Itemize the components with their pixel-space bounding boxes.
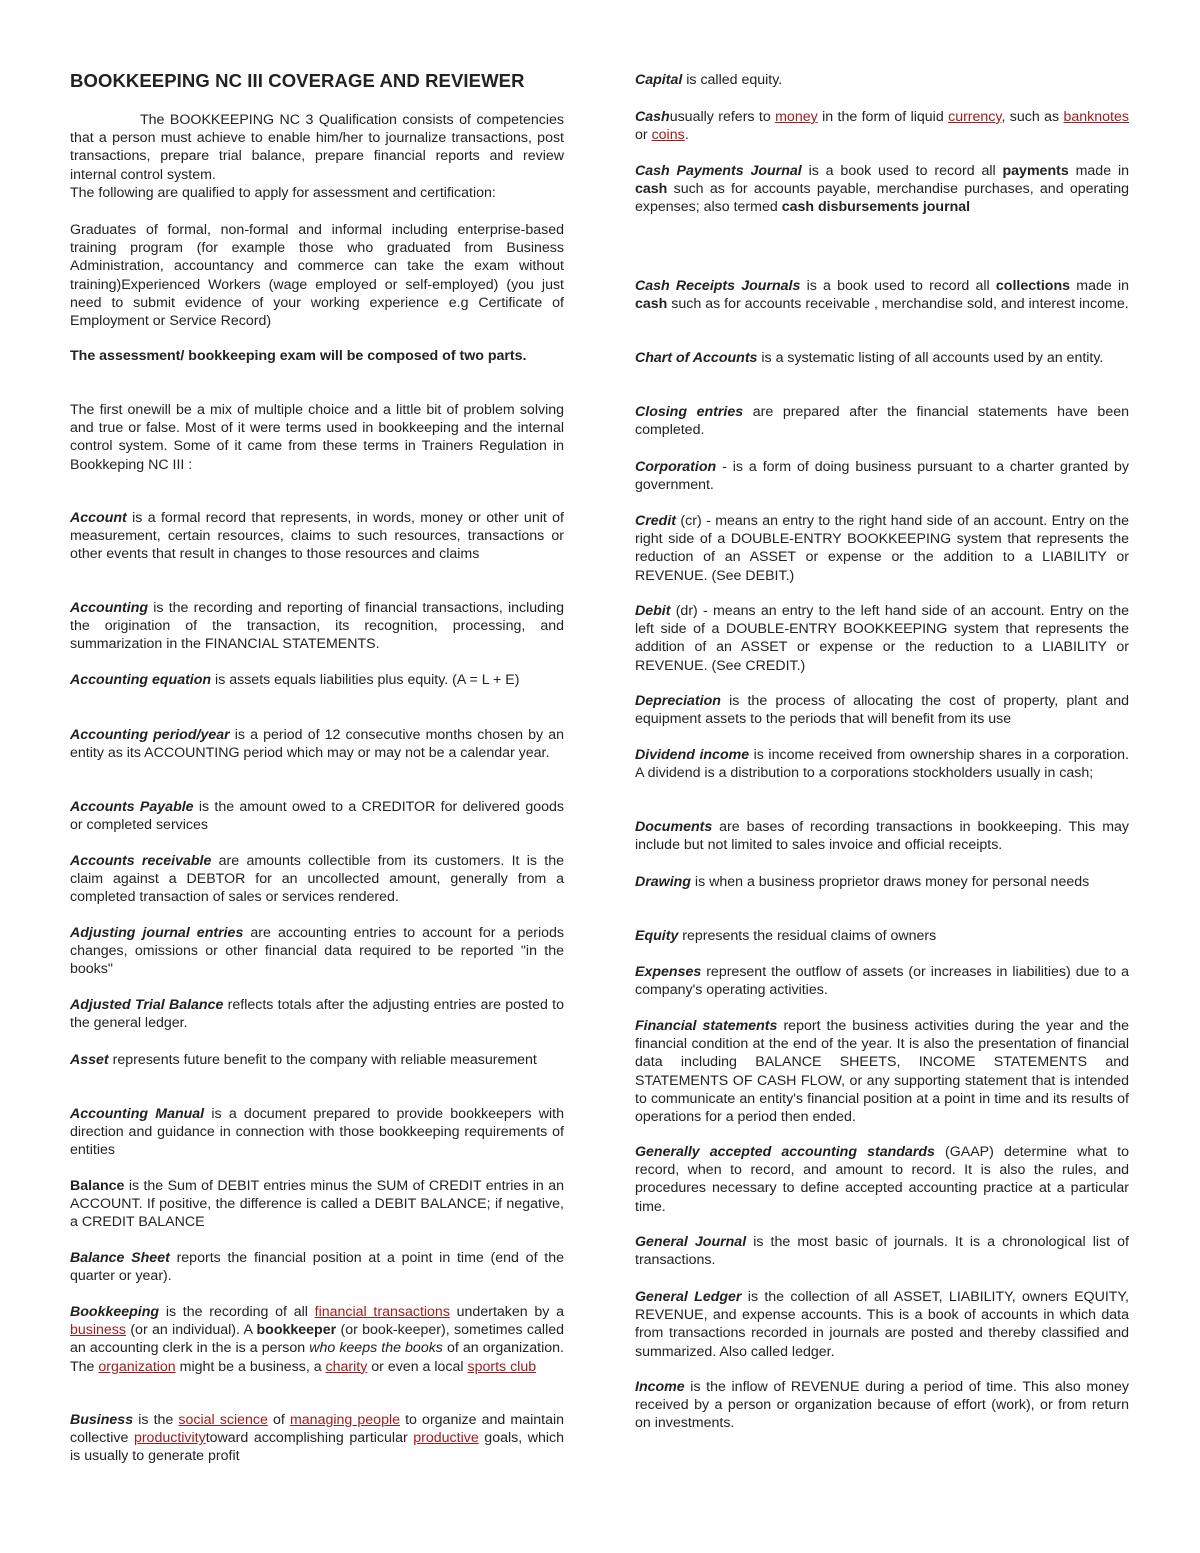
financial-transactions-link[interactable]: financial transactions	[314, 1304, 450, 1320]
term: General Journal	[635, 1234, 747, 1250]
definition-debit	[635, 602, 1129, 675]
definition-corporation	[635, 458, 1129, 494]
term: Equity	[635, 928, 679, 944]
organization-link[interactable]: organization	[98, 1358, 176, 1375]
first-one-paragraph: The first onewill be a mix of multiple choice and a little bit of problem solving and true or false. Most of it were terms used in bookkeeping and the internal control system. Some of it came from these terms in Trainers Regulation in Bookkeping NC III :	[70, 402, 564, 473]
definition-text: is the inflow of REVENUE during a period of time. This also money received by a person or organization because of effort (work), or from return on investments.	[635, 1379, 1129, 1432]
term: Chart of Accounts	[635, 350, 758, 366]
term: Debit	[635, 603, 671, 619]
term: Accounting equation	[70, 672, 212, 688]
definition-text: is a formal record that represents, in words, money or other unit of measurement, certain resources, claims to such resources, transactions or other events that result in changes to those resources and claims	[70, 510, 564, 563]
definition-business	[70, 1411, 564, 1466]
definition-adjusted-trial-balance	[70, 996, 564, 1032]
text: goals, which is usually to generate profit	[70, 1430, 565, 1465]
definition-text: are amounts collectible from its customers. It is the claim against a DEBTOR for an uncollected amount, generally from a completed transaction of sales or services rendered.	[70, 853, 564, 906]
term: Closing entries	[635, 404, 744, 420]
text: is the recording of all	[159, 1304, 315, 1320]
definition-documents	[635, 818, 1129, 854]
text: undertaken by a	[449, 1304, 564, 1320]
italic-text: who keeps the books	[309, 1340, 443, 1357]
text: is the	[133, 1412, 179, 1428]
definition-accounting-equation	[70, 671, 564, 689]
money-link[interactable]: money	[775, 109, 818, 125]
definition-text: report the business activities during the year and the financial condition at the end of the year. It is also the presentation of financial data including BALANCE SHEETS, INCOME STATEMENTS and STATEMENTS OF CASH FLOW, or any supporting statement that is intended to communicate an entity's financial position at a point in time and its results of operations for a period then ended.	[635, 1018, 1129, 1126]
text: is a book used to record all	[801, 163, 1003, 179]
definition-text: are accounting entries to account for a periods changes, omissions or other financial data required to be reported "in the books"	[70, 925, 564, 978]
definition-balance	[70, 1177, 564, 1232]
definition-text: is a period of 12 consecutive months chosen by an entity as its ACCOUNTING period which may or may not be a calendar year.	[70, 727, 564, 762]
coins-link[interactable]: coins	[651, 127, 685, 144]
term: Account	[70, 510, 127, 526]
text: (or an individual). A	[126, 1322, 257, 1339]
definition-text: - is a form of doing business pursuant to a charter granted by government.	[635, 459, 1129, 494]
bold-text: collections	[995, 278, 1071, 294]
definition-gaap	[635, 1143, 1129, 1216]
assessment-paragraph: The assessment/ bookkeeping exam will be composed of two parts.	[70, 348, 527, 364]
term: Accounting	[70, 600, 149, 616]
text: to organize and maintain collective	[70, 1412, 565, 1447]
term: Financial statements	[635, 1018, 778, 1034]
term: Cash Payments Journal	[635, 163, 802, 179]
definition-expenses	[635, 963, 1129, 999]
definition-text: represents the residual claims of owners	[678, 928, 937, 944]
text: made in	[1068, 163, 1129, 179]
term: Accounting Manual	[70, 1106, 205, 1122]
term: Generally accepted accounting standards	[635, 1144, 935, 1160]
text: of	[267, 1412, 290, 1428]
term: Dividend income	[635, 747, 750, 763]
bold-text: cash	[635, 296, 668, 313]
text: toward accomplishing particular	[205, 1430, 414, 1447]
text: or even a local	[367, 1358, 468, 1375]
definition-general-ledger	[635, 1288, 1129, 1361]
term: Cash	[635, 109, 670, 125]
text: (or book-keeper), sometimes called an accounting clerk in the is a person	[70, 1322, 564, 1357]
term: Income	[635, 1379, 685, 1395]
term: Balance Sheet	[70, 1250, 170, 1266]
definition-capital	[635, 71, 1129, 89]
definition-drawing	[635, 873, 1129, 891]
managing-people-link[interactable]: managing people	[289, 1412, 400, 1428]
definition-dividend-income	[635, 746, 1129, 782]
definition-text: (GAAP) determine what to record, when to record, and amount to record. It is also the rules, and procedures necessary to define accepted accounting practice at a particular time.	[635, 1144, 1129, 1215]
definition-text: is a document prepared to provide bookkeepers with direction and guidance in connection with those bookkeeping requirements of entities	[70, 1106, 564, 1159]
definition-accounts-receivable	[70, 852, 564, 907]
text: made in	[1070, 278, 1129, 294]
definition-text: is income received from ownership shares in a corporation. A dividend is a distribution to a corporations stockholders usually in cash;	[635, 747, 1130, 782]
definition-bookkeeping	[70, 1303, 564, 1376]
bold-text: cash disbursements journal	[781, 199, 971, 216]
term: Adjusted Trial Balance	[70, 997, 224, 1013]
definition-text: is the most basic of journals. It is a chronological list of transactions.	[635, 1234, 1129, 1269]
definition-accounts-payable	[70, 798, 564, 834]
business-link[interactable]: business	[70, 1322, 126, 1339]
definition-text: (dr) - means an entry to the left hand side of an account. Entry on the left side of a DOUBLE-ENTRY BOOKKEEPING system that represents the addition of an ASSET or expense or the reduction to a LIABILITY or REVENUE. (See CREDIT.)	[635, 603, 1129, 674]
text: such as for accounts receivable , merchandise sold, and interest income.	[667, 296, 1129, 313]
graduates-paragraph: Graduates of formal, non-formal and informal including enterprise-based training program (for example those who graduated from Business Administration, accountancy and commerce can take the exam without training)Experienced Workers (wage employed or self-employed) (you just need to submit evidence of your working experience e.g Certificate of Employment or Service Record)	[70, 222, 564, 330]
definition-text: reports the financial position at a point in time (end of the quarter or year).	[70, 1250, 564, 1285]
definition-cash-payments-journal	[635, 162, 1129, 217]
definition-text: is the recording and reporting of financial transactions, including the origination of the transaction, its recognition, processing, and summarization in the FINANCIAL STATEMENTS.	[70, 600, 564, 653]
document-title: BOOKKEEPING NC III COVERAGE AND REVIEWER	[70, 70, 525, 91]
sports-club-link[interactable]: sports club	[467, 1358, 537, 1375]
definition-cash-receipts-journals	[635, 277, 1129, 313]
definition-general-journal	[635, 1233, 1129, 1269]
term: Capital	[635, 72, 683, 88]
definition-asset	[70, 1051, 564, 1069]
term: Accounts Payable	[70, 799, 194, 815]
definition-chart-of-accounts	[635, 349, 1129, 367]
term: Expenses	[635, 964, 702, 980]
banknotes-link[interactable]: banknotes	[1063, 109, 1129, 125]
term: Asset	[70, 1052, 109, 1068]
productive-link[interactable]: productive	[413, 1430, 479, 1447]
text: in the form of liquid	[817, 109, 949, 125]
definition-text: is a systematic listing of all accounts used by an entity.	[757, 350, 1104, 366]
definition-text: is when a business proprietor draws money for personal needs	[690, 874, 1090, 890]
term: Depreciation	[635, 693, 721, 709]
text: , such as	[1001, 109, 1064, 125]
text: such as for accounts payable, merchandise purchases, and operating expenses; also termed	[635, 181, 1129, 216]
intro-paragraph: The BOOKKEEPING NC 3 Qualification consists of competencies that a person must achieve to enable him/her to journalize transactions, post transactions, prepare trial balance, prepare financial reports and review internal control system.	[70, 112, 564, 183]
text: or	[635, 127, 652, 144]
definition-accounting	[70, 599, 564, 654]
definition-text: is the process of allocating the cost of property, plant and equipment assets to the periods that will benefit from its use	[635, 693, 1129, 728]
definition-closing-entries	[635, 403, 1129, 439]
term: Credit	[635, 513, 676, 529]
currency-link[interactable]: currency	[948, 109, 1002, 125]
bold-text: payments	[1002, 163, 1069, 179]
term: Documents	[635, 819, 713, 835]
term: Accounting period/year	[70, 727, 230, 743]
definition-depreciation	[635, 692, 1129, 728]
qualified-paragraph: The following are qualified to apply for assessment and certification:	[70, 185, 496, 201]
definition-text: (cr) - means an entry to the right hand side of an account. Entry on the right side of a DOUBLE-ENTRY BOOKKEEPING system that represents the reduction of an ASSET or expense or the addition to a LIABILITY or REVENUE. (See DEBIT.)	[635, 513, 1129, 584]
text: usually refers to	[669, 109, 776, 125]
definition-text: is the collection of all ASSET, LIABILITY, owners EQUITY, REVENUE, and expense accounts. This is a book of accounts in which data from transactions recorded in journals are posted and thereby classified and summarized. Also called ledger.	[635, 1289, 1129, 1360]
text: of an organization. The	[70, 1340, 564, 1375]
term: Adjusting journal entries	[70, 925, 244, 941]
definition-text: reflects totals after the adjusting entries are posted to the general ledger.	[70, 997, 564, 1032]
definition-financial-statements	[635, 1017, 1129, 1126]
definition-text: is assets equals liabilities plus equity. (A = L + E)	[211, 672, 520, 688]
term: Accounts receivable	[70, 853, 212, 869]
term: General Ledger	[635, 1289, 742, 1305]
term: Balance	[70, 1178, 125, 1194]
definition-income	[635, 1378, 1129, 1433]
definition-accounting-manual	[70, 1105, 564, 1160]
definition-text: represent the outflow of assets (or increases in liabilities) due to a company's operating activities.	[635, 964, 1129, 999]
definition-accounting-period	[70, 726, 564, 762]
definition-balance-sheet	[70, 1249, 564, 1285]
term: Drawing	[635, 874, 691, 890]
definition-account	[70, 509, 564, 564]
term: Bookkeeping	[70, 1304, 160, 1320]
definition-text: are bases of recording transactions in bookkeeping. This may include but not limited to sales invoice and official receipts.	[635, 819, 1129, 854]
bold-text: cash	[635, 181, 668, 198]
definition-adjusting-entries	[70, 924, 564, 979]
term: Cash Receipts Journals	[635, 278, 801, 294]
definition-text: are prepared after the financial statements have been completed.	[635, 404, 1129, 439]
charity-link[interactable]: charity	[325, 1358, 368, 1375]
definition-text: is the amount owed to a CREDITOR for delivered goods or completed services	[70, 799, 564, 834]
definition-text: represents future benefit to the company with reliable measurement	[108, 1052, 537, 1068]
text: is a book used to record all	[800, 278, 996, 294]
definition-credit	[635, 512, 1129, 585]
definition-text: is called equity.	[682, 72, 783, 88]
social-science-link[interactable]: social science	[178, 1412, 268, 1428]
definition-equity	[635, 927, 1129, 945]
text: .	[684, 127, 689, 144]
productivity-link[interactable]: productivity	[133, 1430, 206, 1447]
bookkeeper-text: bookkeeper	[256, 1322, 337, 1339]
term: Business	[70, 1412, 134, 1428]
term: Corporation	[635, 459, 717, 475]
definition-text: is the Sum of DEBIT entries minus the SUM of CREDIT entries in an ACCOUNT. If positive, the difference is called a DEBIT BALANCE; if negative, a CREDIT BALANCE	[70, 1178, 564, 1231]
text: might be a business, a	[175, 1358, 326, 1375]
definition-cash	[635, 108, 1129, 144]
